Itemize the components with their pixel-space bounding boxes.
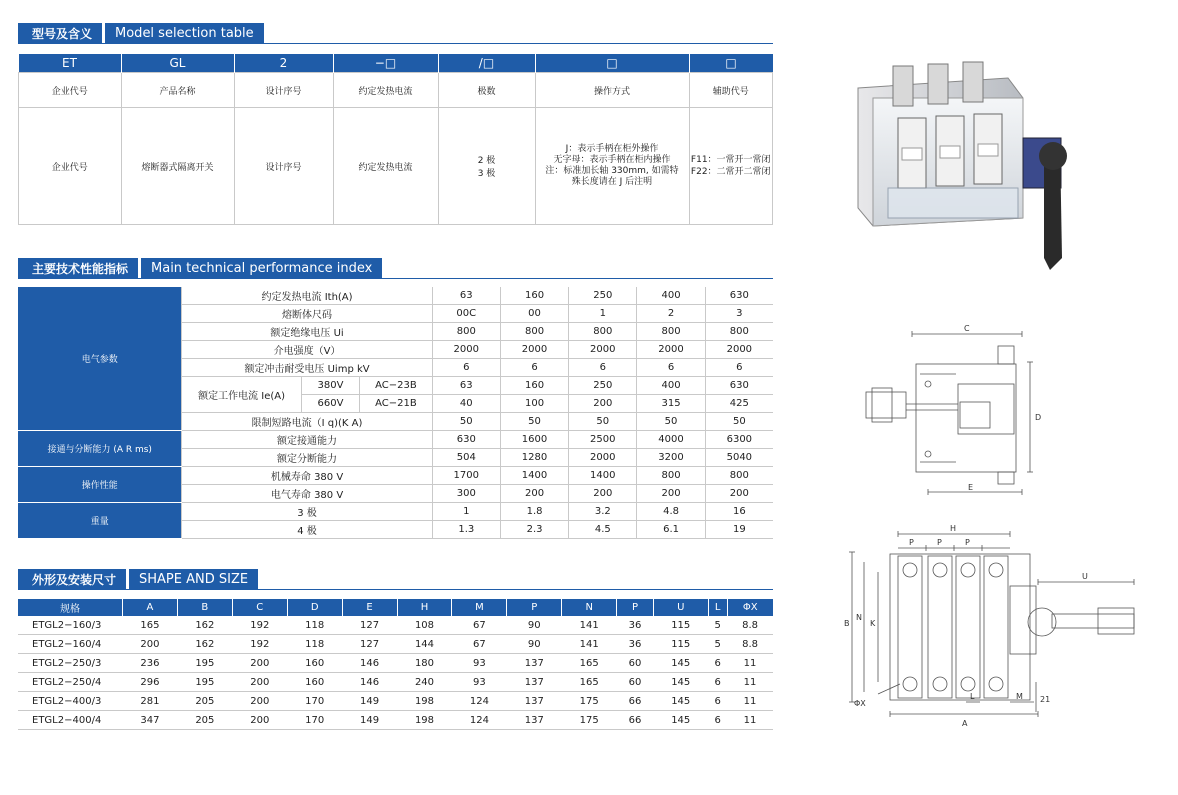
dimension-cell: 200 [232, 711, 287, 730]
cell-value: 425 [705, 395, 773, 413]
dimension-cell: 141 [562, 635, 617, 654]
dimension-cell: 60 [617, 673, 654, 692]
cell-value: 800 [637, 467, 705, 485]
code-cell: −□ [333, 54, 438, 73]
detail-cell: 约定发热电流 [333, 108, 438, 225]
dimension-cell: 5 [708, 616, 727, 635]
cell-value: 800 [705, 323, 773, 341]
name-cell: 企业代号 [19, 73, 122, 108]
cell-value: 6300 [705, 431, 773, 449]
cell-value: 2000 [637, 341, 705, 359]
section-title-en: Main technical performance index [141, 258, 382, 278]
cell-value: 300 [432, 485, 500, 503]
dim-label-h: H [950, 524, 957, 533]
dimension-cell: 137 [507, 654, 562, 673]
section-title-en: Model selection table [105, 23, 264, 43]
top-view-drawing [838, 522, 1158, 736]
dim-label-c: C [964, 324, 970, 333]
dimension-cell: 60 [617, 654, 654, 673]
cell-value: 5040 [705, 449, 773, 467]
dimension-cell: 281 [123, 692, 178, 711]
dimension-cell: 165 [562, 654, 617, 673]
dimension-cell: 347 [123, 711, 178, 730]
code-cell: GL [121, 54, 234, 73]
dimension-cell: 200 [232, 673, 287, 692]
aux-line: F22：二常开二常闭 [690, 167, 771, 177]
cell-value: 2 [637, 305, 705, 323]
operation-line: 无字母：表示手柄在柜内操作 [553, 155, 671, 165]
cell-value: 2000 [705, 341, 773, 359]
cell-value: 200 [637, 485, 705, 503]
detail-cell [535, 108, 689, 225]
cell-value: 19 [705, 521, 773, 539]
cell-value: 100 [500, 395, 568, 413]
name-cell: 极数 [438, 73, 535, 108]
cell-value: 2500 [569, 431, 637, 449]
dimension-cell: 149 [342, 692, 397, 711]
voltage: 660V [301, 395, 359, 413]
model-cell: ETGL2−400/3 [18, 692, 123, 711]
row-label: 4 极 [182, 521, 432, 539]
dimension-cell: 149 [342, 711, 397, 730]
dimension-cell: 195 [177, 673, 232, 692]
dimension-cell: 200 [123, 635, 178, 654]
cell-value: 00C [432, 305, 500, 323]
dimension-cell: 137 [507, 673, 562, 692]
dimension-cell: 115 [653, 616, 708, 635]
dim-label-m: M [1016, 692, 1023, 701]
dimension-cell: 162 [177, 616, 232, 635]
dim-label-e: E [968, 483, 974, 492]
dimension-cell: 90 [507, 635, 562, 654]
dimension-cell: 160 [287, 654, 342, 673]
cell-value: 6 [637, 359, 705, 377]
model-cell: ETGL2−400/4 [18, 711, 123, 730]
section-title-cn: 主要技术性能指标 [18, 258, 138, 278]
dim-label-a: A [962, 719, 968, 728]
cell-value: 1 [569, 305, 637, 323]
dimension-cell: 115 [653, 635, 708, 654]
cell-value: 3 [705, 305, 773, 323]
dimension-cell: 180 [397, 654, 452, 673]
column-header: C [232, 599, 287, 616]
dim-label-n: N [856, 613, 862, 622]
dim-label-l: L [970, 692, 975, 701]
column-header: P [617, 599, 654, 616]
dimension-cell: 146 [342, 673, 397, 692]
row-label: 额定分断能力 [182, 449, 432, 467]
cell-value: 50 [432, 413, 500, 431]
cell-value: 4000 [637, 431, 705, 449]
section-rule [18, 278, 773, 279]
dimension-cell: 6 [708, 673, 727, 692]
cell-value: 6.1 [637, 521, 705, 539]
column-header: N [562, 599, 617, 616]
dimension-cell: 200 [232, 654, 287, 673]
detail-cell: 熔断器式隔离开关 [121, 108, 234, 225]
cell-value: 1 [432, 503, 500, 521]
model-cell: ETGL2−250/4 [18, 673, 123, 692]
cell-value: 200 [500, 485, 568, 503]
dimension-cell: 192 [232, 616, 287, 635]
dimension-cell: 118 [287, 616, 342, 635]
cell-value: 63 [432, 377, 500, 395]
dimension-cell: 66 [617, 711, 654, 730]
shape-size-table [18, 599, 773, 730]
section-rule [18, 43, 773, 44]
model-selection-table [18, 54, 773, 225]
dimension-cell: 162 [177, 635, 232, 654]
cell-value: 1280 [500, 449, 568, 467]
dimension-cell: 160 [287, 673, 342, 692]
dimension-cell: 236 [123, 654, 178, 673]
cell-value: 400 [637, 287, 705, 305]
cell-value: 3200 [637, 449, 705, 467]
cell-value: 160 [500, 287, 568, 305]
dim-label-21: 21 [1040, 695, 1051, 704]
cell-value: 50 [637, 413, 705, 431]
cell-value: 00 [500, 305, 568, 323]
product-photo [848, 58, 1108, 280]
dimension-cell: 6 [708, 654, 727, 673]
column-header: M [452, 599, 507, 616]
dimension-cell: 146 [342, 654, 397, 673]
dimension-cell: 141 [562, 616, 617, 635]
dimension-cell: 296 [123, 673, 178, 692]
dim-label-p2: P [937, 538, 942, 547]
operation-line: 注：标准加长轴 330mm, 如需特 [545, 166, 679, 176]
dimension-cell: 11 [727, 654, 773, 673]
dimension-cell: 8.8 [727, 616, 773, 635]
row-label: 额定接通能力 [182, 431, 432, 449]
section-title-cn: 型号及含义 [18, 23, 102, 43]
cell-value: 1600 [500, 431, 568, 449]
name-cell: 设计序号 [234, 73, 333, 108]
detail-cell [689, 108, 773, 225]
name-cell: 操作方式 [535, 73, 689, 108]
section-header-model [18, 23, 264, 43]
row-label: 3 极 [182, 503, 432, 521]
column-header: L [708, 599, 727, 616]
dimension-cell: 11 [727, 673, 773, 692]
code-cell: □ [535, 54, 689, 73]
row-label: 额定绝缘电压 Ui [182, 323, 432, 341]
cell-value: 1700 [432, 467, 500, 485]
model-cell: ETGL2−160/3 [18, 616, 123, 635]
section-header-tech [18, 258, 382, 278]
name-cell: 辅助代号 [689, 73, 773, 108]
code-cell: 2 [234, 54, 333, 73]
cell-value: 1400 [569, 467, 637, 485]
cell-value: 6 [569, 359, 637, 377]
table-row [18, 616, 773, 635]
cell-value: 2000 [569, 449, 637, 467]
dimension-cell: 6 [708, 711, 727, 730]
cell-value: 50 [705, 413, 773, 431]
dimension-cell: 205 [177, 711, 232, 730]
cell-value: 315 [637, 395, 705, 413]
column-header: D [287, 599, 342, 616]
table-row [18, 711, 773, 730]
dimension-cell: 198 [397, 692, 452, 711]
row-label: 额定冲击耐受电压 Uimp kV [182, 359, 432, 377]
dimension-cell: 36 [617, 616, 654, 635]
column-header: A [123, 599, 178, 616]
dimension-cell: 67 [452, 635, 507, 654]
pole-3: 3 极 [477, 169, 496, 179]
group-label: 操作性能 [18, 467, 182, 503]
column-header: U [653, 599, 708, 616]
dimension-cell: 170 [287, 692, 342, 711]
cell-value: 800 [705, 467, 773, 485]
cell-value: 800 [432, 323, 500, 341]
dimension-cell: 137 [507, 692, 562, 711]
dimension-cell: 170 [287, 711, 342, 730]
dimension-cell: 36 [617, 635, 654, 654]
operation-line: 殊长度请在 J 后注明 [571, 177, 653, 187]
cell-value: 1400 [500, 467, 568, 485]
dimension-cell: 198 [397, 711, 452, 730]
cell-value: 800 [500, 323, 568, 341]
row-label: 约定发热电流 Ith(A) [182, 287, 432, 305]
group-label: 电气参数 [18, 287, 182, 431]
dimension-cell: 93 [452, 654, 507, 673]
cell-value: 6 [705, 359, 773, 377]
detail-cell: 企业代号 [19, 108, 122, 225]
cell-value: 630 [705, 377, 773, 395]
table-row [18, 654, 773, 673]
cell-value: 63 [432, 287, 500, 305]
cell-value: 6 [432, 359, 500, 377]
dimension-cell: 11 [727, 711, 773, 730]
cell-value: 504 [432, 449, 500, 467]
code-cell: ET [19, 54, 122, 73]
voltage: 380V [301, 377, 359, 395]
dimension-cell: 145 [653, 673, 708, 692]
cell-value: 200 [705, 485, 773, 503]
group-label: 重量 [18, 503, 182, 539]
cell-value: 630 [705, 287, 773, 305]
table-row [18, 635, 773, 654]
dim-label-p3: P [965, 538, 970, 547]
pole-2: 2 极 [477, 156, 496, 166]
dimension-cell: 118 [287, 635, 342, 654]
group-label: 接通与分断能力 (A R ms) [18, 431, 182, 467]
dimension-cell: 175 [562, 692, 617, 711]
cell-value: 160 [500, 377, 568, 395]
name-cell: 约定发热电流 [333, 73, 438, 108]
cell-value: 800 [637, 323, 705, 341]
dim-label-d: D [1035, 413, 1042, 422]
dimension-cell: 124 [452, 692, 507, 711]
cell-value: 630 [432, 431, 500, 449]
technical-performance-table [18, 287, 773, 539]
column-header: B [177, 599, 232, 616]
table-row [18, 673, 773, 692]
dimension-cell: 205 [177, 692, 232, 711]
column-header: 规格 [18, 599, 123, 616]
row-label: 电气寿命 380 V [182, 485, 432, 503]
name-cell: 产品名称 [121, 73, 234, 108]
column-header: ΦX [727, 599, 773, 616]
cell-value: 40 [432, 395, 500, 413]
dim-label-phix: ΦX [854, 699, 866, 708]
cell-value: 250 [569, 377, 637, 395]
column-header: E [342, 599, 397, 616]
aux-line: F11：一常开一常闭 [690, 155, 771, 165]
dimension-cell: 8.8 [727, 635, 773, 654]
detail-cell: 设计序号 [234, 108, 333, 225]
cell-value: 1.3 [432, 521, 500, 539]
cell-value: 50 [500, 413, 568, 431]
column-header: P [507, 599, 562, 616]
cell-value: 4.8 [637, 503, 705, 521]
dimension-cell: 144 [397, 635, 452, 654]
dimension-cell: 6 [708, 692, 727, 711]
dimension-cell: 93 [452, 673, 507, 692]
section-title-cn: 外形及安装尺寸 [18, 569, 126, 589]
section-title-en: SHAPE AND SIZE [129, 569, 258, 589]
row-label: 介电强度（V） [182, 341, 432, 359]
row-label: 额定工作电流 Ie(A) [182, 377, 301, 413]
operation-line: J：表示手柄在柜外操作 [565, 144, 659, 154]
row-label: 机械寿命 380 V [182, 467, 432, 485]
dim-label-p1: P [909, 538, 914, 547]
row-label: 熔断体尺码 [182, 305, 432, 323]
cell-value: 2000 [432, 341, 500, 359]
dimension-cell: 137 [507, 711, 562, 730]
cell-value: 200 [569, 485, 637, 503]
section-header-size [18, 569, 258, 589]
model-cell: ETGL2−160/4 [18, 635, 123, 654]
dimension-cell: 11 [727, 692, 773, 711]
cell-value: 2.3 [500, 521, 568, 539]
dimension-cell: 145 [653, 654, 708, 673]
cell-value: 6 [500, 359, 568, 377]
cell-value: 200 [569, 395, 637, 413]
cell-value: 50 [569, 413, 637, 431]
cell-value: 250 [569, 287, 637, 305]
category: AC−23B [360, 377, 432, 395]
table-row [18, 692, 773, 711]
column-header: H [397, 599, 452, 616]
dimension-cell: 124 [452, 711, 507, 730]
dimension-cell: 145 [653, 711, 708, 730]
dimension-cell: 108 [397, 616, 452, 635]
model-cell: ETGL2−250/3 [18, 654, 123, 673]
cell-value: 16 [705, 503, 773, 521]
cell-value: 1.8 [500, 503, 568, 521]
dimension-cell: 175 [562, 711, 617, 730]
category: AC−21B [360, 395, 432, 413]
dimension-cell: 240 [397, 673, 452, 692]
dimension-cell: 127 [342, 616, 397, 635]
cell-value: 3.2 [569, 503, 637, 521]
dimension-cell: 67 [452, 616, 507, 635]
code-cell: /□ [438, 54, 535, 73]
dimension-cell: 195 [177, 654, 232, 673]
dim-label-b: B [844, 619, 850, 628]
dimension-cell: 5 [708, 635, 727, 654]
dim-label-k: K [870, 619, 876, 628]
cell-value: 800 [569, 323, 637, 341]
side-view-drawing [858, 322, 1054, 500]
cell-value: 4.5 [569, 521, 637, 539]
dim-label-u: U [1082, 572, 1088, 581]
cell-value: 2000 [500, 341, 568, 359]
cell-value: 2000 [569, 341, 637, 359]
section-rule [18, 589, 773, 590]
dimension-cell: 90 [507, 616, 562, 635]
row-label: 限制短路电流（I q)(K A) [182, 413, 432, 431]
dimension-cell: 200 [232, 692, 287, 711]
dimension-cell: 192 [232, 635, 287, 654]
detail-cell [438, 108, 535, 225]
dimension-cell: 165 [562, 673, 617, 692]
code-cell: □ [689, 54, 773, 73]
dimension-cell: 145 [653, 692, 708, 711]
dimension-cell: 165 [123, 616, 178, 635]
cell-value: 400 [637, 377, 705, 395]
dimension-cell: 127 [342, 635, 397, 654]
dimension-cell: 66 [617, 692, 654, 711]
